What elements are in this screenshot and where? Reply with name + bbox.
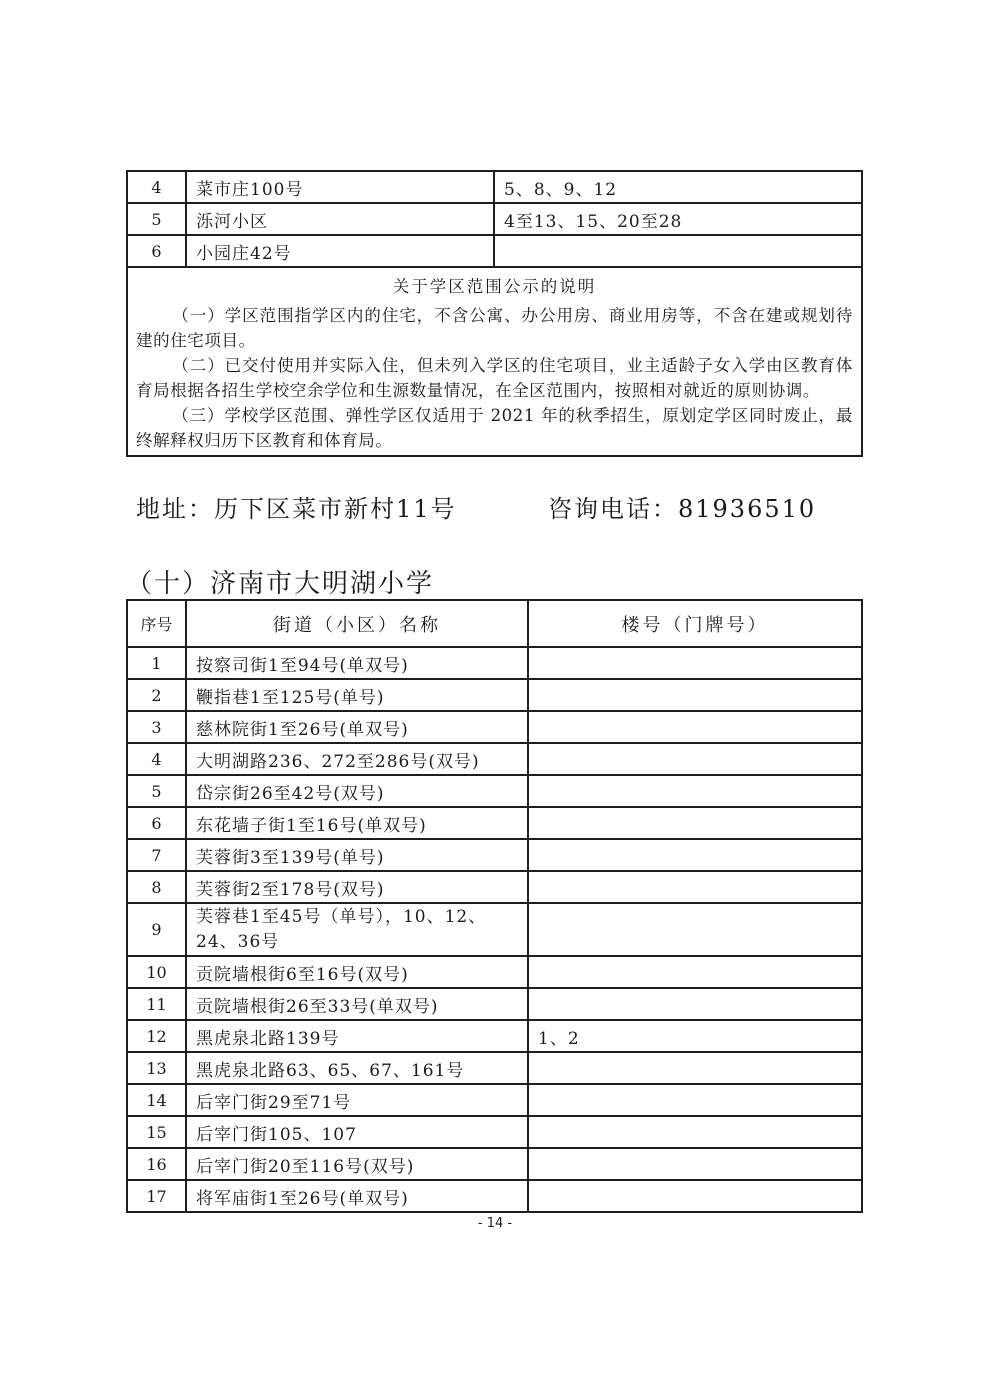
row-building (528, 807, 862, 839)
header-name: 街道（小区）名称 (186, 600, 528, 647)
row-name: 芙蓉街2至178号(双号) (186, 871, 528, 903)
row-name: 贡院墙根街26至33号(单双号) (186, 988, 528, 1020)
row-name: 黑虎泉北路63、65、67、161号 (186, 1052, 528, 1084)
row-number: 8 (127, 871, 186, 903)
table-row (127, 203, 862, 235)
row-name: 小园庄42号 (186, 235, 494, 267)
row-name: 芙蓉巷1至45号（单号），10、12、24、36号 (186, 903, 528, 956)
row-name: 鞭指巷1至125号(单号) (186, 679, 528, 711)
notes-paragraph-1: （一）学区范围指学区内的住宅，不含公寓、办公用房、商业用房等，不含在建或规划待建的住宅项目。 (136, 306, 853, 350)
row-building (528, 1116, 862, 1148)
table-row (127, 711, 862, 743)
row-name: 慈林院街1至26号(单双号) (186, 711, 528, 743)
phone-text: 咨询电话：81936510 (548, 495, 817, 523)
row-building (528, 1180, 862, 1212)
top-table (126, 170, 863, 457)
row-number: 12 (127, 1020, 186, 1052)
row-number: 1 (127, 647, 186, 679)
row-building (528, 956, 862, 988)
table-row (127, 775, 862, 807)
row-building (528, 988, 862, 1020)
row-number: 4 (127, 743, 186, 775)
row-number: 4 (127, 171, 186, 203)
row-name: 后宰门街20至116号(双号) (186, 1148, 528, 1180)
row-building (528, 711, 862, 743)
table-row (127, 1052, 862, 1084)
row-name: 将军庙街1至26号(单双号) (186, 1180, 528, 1212)
top-table-body (127, 171, 862, 267)
table-row (127, 171, 862, 203)
page-number: - 14 - (477, 1216, 513, 1231)
school-district-table-body (127, 647, 862, 1212)
row-number: 6 (127, 807, 186, 839)
table-row (127, 903, 862, 956)
row-number: 6 (127, 235, 186, 267)
row-building (528, 1148, 862, 1180)
row-building (528, 1052, 862, 1084)
row-building (528, 647, 862, 679)
header-no: 序号 (127, 600, 186, 647)
row-name: 后宰门街105、107 (186, 1116, 528, 1148)
row-number: 5 (127, 775, 186, 807)
row-name: 东花墙子街1至16号(单双号) (186, 807, 528, 839)
row-number: 15 (127, 1116, 186, 1148)
row-number: 3 (127, 711, 186, 743)
row-name: 岱宗街26至42号(双号) (186, 775, 528, 807)
row-building: 4至13、15、20至28 (494, 203, 862, 235)
table-row (127, 1116, 862, 1148)
row-building (528, 903, 862, 956)
row-name: 按察司街1至94号(单双号) (186, 647, 528, 679)
contact-line (136, 489, 836, 523)
table-row (127, 956, 862, 988)
row-number: 16 (127, 1148, 186, 1180)
row-number: 5 (127, 203, 186, 235)
row-name: 贡院墙根街6至16号(双号) (186, 956, 528, 988)
row-number: 11 (127, 988, 186, 1020)
notes-paragraph-2: （二）已交付使用并实际入住，但未列入学区的住宅项目，业主适龄子女入学由区教育体育局根据各招生学校空余学位和生源数量情况，在全区范围内，按照相对就近的原则协调。 (136, 356, 853, 400)
notes-paragraph-3: （三）学校学区范围、弹性学区仅适用于 2021 年的秋季招生，原划定学区同时废止，最终解释权归历下区教育和体育局。 (136, 406, 853, 450)
table-row (127, 1180, 862, 1212)
row-name: 菜市庄100号 (186, 171, 494, 203)
table-row (127, 1084, 862, 1116)
row-number: 9 (127, 903, 186, 956)
table-row (127, 839, 862, 871)
row-building (528, 775, 862, 807)
row-number: 13 (127, 1052, 186, 1084)
table-row (127, 807, 862, 839)
table-row (127, 743, 862, 775)
row-building (528, 679, 862, 711)
row-building (528, 1084, 862, 1116)
header-building: 楼号（门牌号） (528, 600, 862, 647)
table-header-row (127, 600, 862, 647)
table-row (127, 1148, 862, 1180)
table-row (127, 679, 862, 711)
notes-title: 关于学区范围公示的说明 (392, 277, 597, 296)
table-row (127, 235, 862, 267)
table-row (127, 647, 862, 679)
section-title: （十）济南市大明湖小学 (126, 569, 435, 599)
table-row (127, 988, 862, 1020)
row-name: 泺河小区 (186, 203, 494, 235)
row-number: 17 (127, 1180, 186, 1212)
row-name: 黑虎泉北路139号 (186, 1020, 528, 1052)
school-district-table (126, 599, 863, 1213)
row-name: 大明湖路236、272至286号(双号) (186, 743, 528, 775)
notes-cell (127, 267, 862, 456)
row-number: 10 (127, 956, 186, 988)
row-number: 2 (127, 679, 186, 711)
table-row (127, 871, 862, 903)
address-text: 地址：历下区菜市新村11号 (136, 495, 457, 523)
row-building (528, 839, 862, 871)
row-building (528, 743, 862, 775)
row-name: 后宰门街29至71号 (186, 1084, 528, 1116)
row-building (494, 235, 862, 267)
table-row (127, 1020, 862, 1052)
row-building: 5、8、9、12 (494, 171, 862, 203)
row-building: 1、2 (528, 1020, 862, 1052)
row-building (528, 871, 862, 903)
row-number: 7 (127, 839, 186, 871)
row-name: 芙蓉街3至139号(单号) (186, 839, 528, 871)
row-number: 14 (127, 1084, 186, 1116)
